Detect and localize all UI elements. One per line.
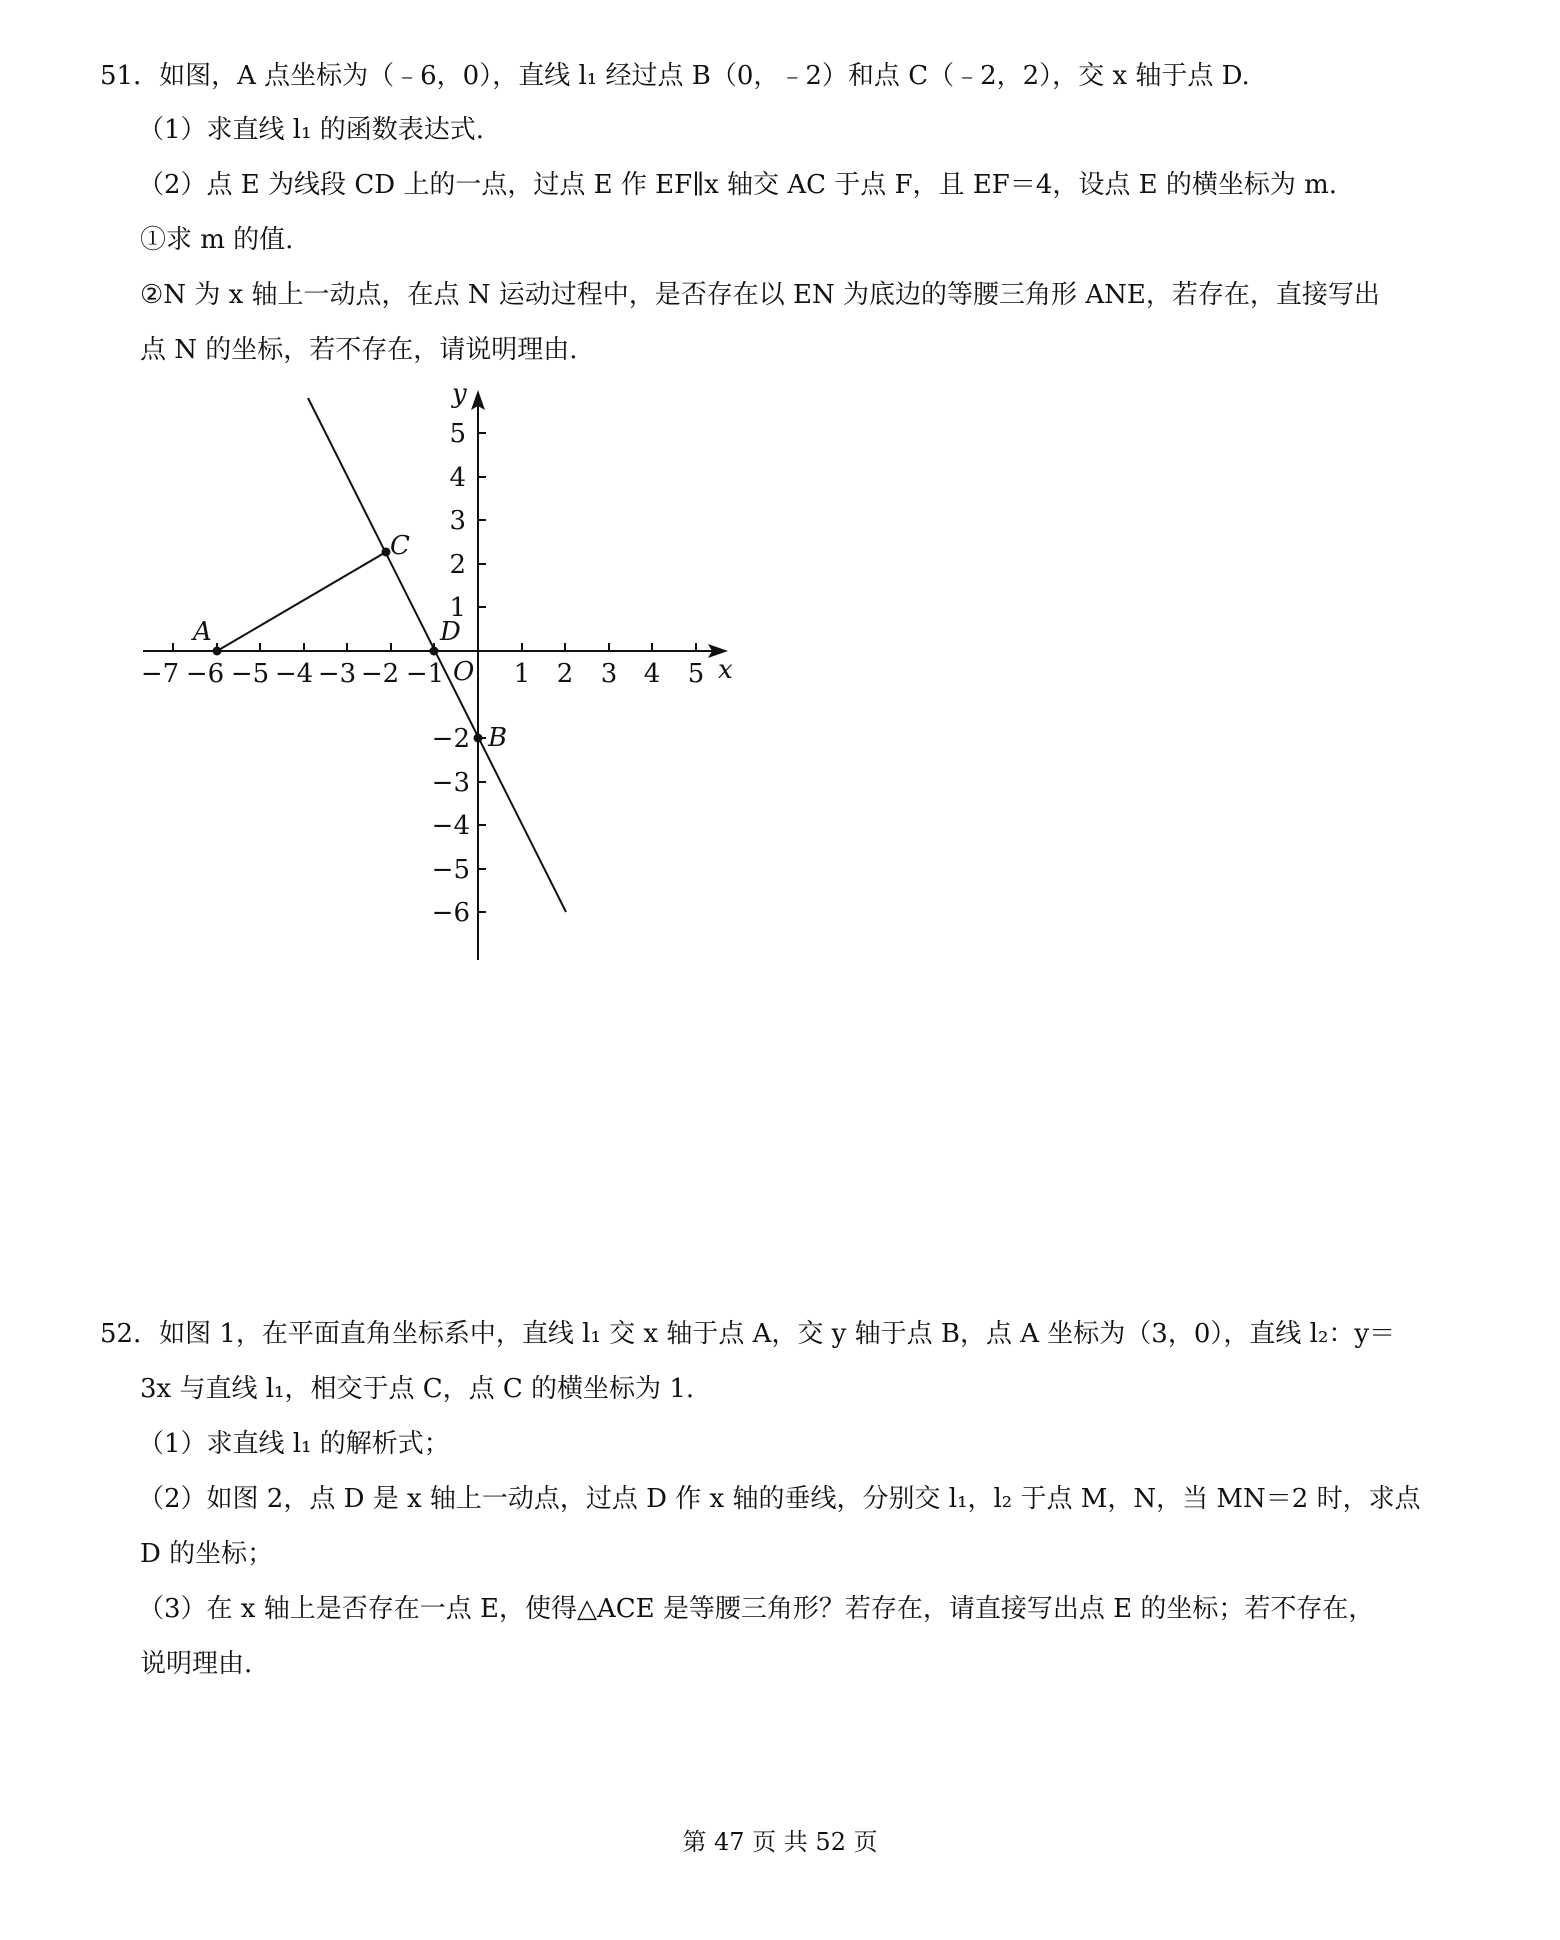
- point-B-label: B: [488, 723, 508, 753]
- page-number: 第 47 页 共 52 页: [682, 1828, 878, 1856]
- problem-51-q2b-line1: ②N 为 x 轴上一动点，在点 N 运动过程中，是否存在以 EN 为底边的等腰三角形 ANE，若存在，直接写出: [140, 280, 1380, 310]
- x-tick-label: 2: [556, 659, 574, 689]
- y-tick-label: 5: [449, 419, 466, 449]
- x-tick-label: −1: [405, 659, 445, 689]
- y-tick-label: −3: [431, 768, 470, 798]
- problem-51-q2: （2）点 E 为线段 CD 上的一点，过点 E 作 EF∥x 轴交 AC 于点 F，且 EF＝4，设点 E 的横坐标为 m.: [138, 170, 1338, 200]
- y-axis-label: y: [452, 379, 467, 409]
- y-tick-label: 4: [449, 463, 466, 493]
- x-tick-label: −7: [140, 659, 180, 689]
- x-tick-label: −4: [274, 659, 314, 689]
- x-tick-label: −2: [360, 659, 400, 689]
- problem-52-q2-line1: （2）如图 2，点 D 是 x 轴上一动点，过点 D 作 x 轴的垂线，分别交 l₁，l₂ 于点 M，N，当 MN＝2 时，求点: [138, 1484, 1421, 1514]
- x-tick-label: 5: [687, 659, 705, 689]
- problem-51-q2a: ①求 m 的值.: [140, 225, 294, 255]
- x-tick-label: 3: [600, 659, 618, 689]
- x-tick-label: −5: [230, 659, 270, 689]
- y-tick-label: 2: [449, 550, 466, 580]
- problem-51-stem: 51．如图，A 点坐标为（﹣6，0），直线 l₁ 经过点 B（0，﹣2）和点 C（﹣2，2），交 x 轴于点 D.: [100, 61, 1250, 91]
- problem-52-q3-line2: 说明理由.: [140, 1649, 253, 1679]
- y-tick-label: −6: [431, 898, 470, 928]
- problem-52-stem-line2: 3x 与直线 l₁，相交于点 C，点 C 的横坐标为 1.: [140, 1374, 695, 1404]
- x-tick-label: −3: [317, 659, 357, 689]
- y-tick-label: 1: [449, 593, 466, 623]
- point-A-label: A: [193, 617, 212, 647]
- segment-AC: [217, 552, 386, 651]
- point-A: [213, 647, 222, 656]
- x-tick-label: −6: [185, 659, 225, 689]
- origin-label: O: [453, 657, 475, 687]
- problem-52-q1: （1）求直线 l₁ 的解析式；: [138, 1429, 450, 1459]
- x-axis-label: x: [718, 655, 733, 685]
- problem-52-stem-line1: 52．如图 1，在平面直角坐标系中，直线 l₁ 交 x 轴于点 A，交 y 轴于点 B，点 A 坐标为（3，0），直线 l₂：y＝: [100, 1319, 1396, 1349]
- point-D-label: D: [440, 617, 461, 647]
- problem-51-q2b-line2: 点 N 的坐标，若不存在，请说明理由.: [140, 335, 578, 365]
- point-C-label: C: [390, 531, 410, 561]
- y-tick-marks: [478, 433, 486, 912]
- y-tick-label: −5: [431, 855, 470, 885]
- y-tick-label: 3: [449, 506, 466, 536]
- problem-51-q1: （1）求直线 l₁ 的函数表达式.: [138, 115, 485, 145]
- x-tick-label: 1: [513, 659, 531, 689]
- y-tick-label: −4: [431, 811, 470, 841]
- problem-52-q2-line2: D 的坐标；: [140, 1539, 274, 1569]
- problem-52-q3-line1: （3）在 x 轴上是否存在一点 E，使得△ACE 是等腰三角形？若存在，请直接写出点 E 的坐标；若不存在，: [138, 1594, 1375, 1624]
- point-B: [474, 734, 483, 743]
- point-D: [430, 647, 439, 656]
- x-tick-label: 4: [643, 659, 661, 689]
- y-tick-label: −2: [431, 724, 470, 754]
